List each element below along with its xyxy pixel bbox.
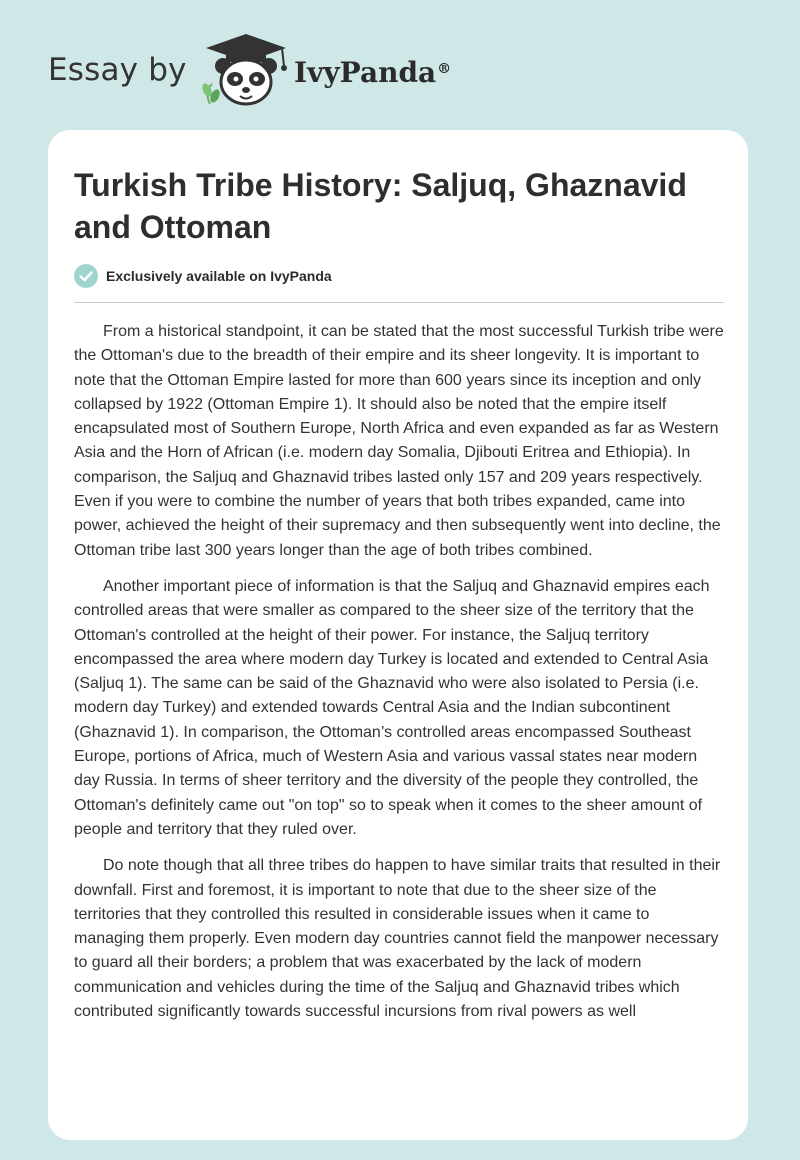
title-divider — [74, 302, 724, 303]
check-circle-icon — [74, 264, 98, 288]
brand-name[interactable] — [294, 53, 451, 93]
essay-body — [74, 320, 724, 1036]
essay-paragraph: Another important piece of information is that the Saljuq and Ghaznavid empires each controlled areas that were smaller as compared to the sheer size of the territory that the Ottoman's controlled at the height of their power. For instance, the Saljuq territory encompassed the area where modern day Turkey is located and extended to Central Asia (Saljuq 1). The same can be said of the Ghaznavid who were also isolated to Persia (i.e. modern day Turkey) and extended towards Central Asia and the Indian subcontinent (Ghaznavid 1). In comparison, the Ottoman’s controlled areas encompassed Southeast Europe, portions of Africa, much of Western Asia and various vassal states near modern day Russia. In terms of sheer territory and the diversity of the people they controlled, the Ottoman's definitely came out "on top" so to speak when it comes to the sheer amount of people and territory that they ruled over. — [74, 577, 710, 838]
brand-prefix: Essay by — [48, 52, 187, 88]
site-header — [0, 0, 800, 130]
brand-name-text: IvyPanda — [294, 56, 437, 89]
panda-graduate-logo-icon[interactable] — [200, 32, 292, 110]
essay-card — [48, 130, 748, 1140]
essay-title: Turkish Tribe History: Saljuq, Ghaznavid and Ottoman — [74, 167, 687, 245]
essay-paragraph: Do note though that all three tribes do happen to have similar traits that resulted in their downfall. First and foremost, it is important to note that due to the sheer size of the territories that they controlled this resulted in considerable issues when it came to managing them properly. Even modern day countries cannot field the manpower necessary to guard all their borders; a problem that was exacerbated by the lack of modern communication and vehicles during the time of the Saljuq and Ghaznavid tribes which contributed significantly towards successful incursions from rival powers as well — [74, 857, 721, 1021]
exclusive-badge — [74, 263, 332, 289]
trademark-symbol: ® — [437, 61, 452, 77]
essay-paragraph: From a historical standpoint, it can be stated that the most successful Turkish tribe were the Ottoman's due to the breadth of their empire and its sheer longevity. It is important to note that the Ottoman Empire lasted for more than 600 years since its inception and only collapsed by 1922 (Ottoman Empire 1). It should also be noted that the empire itself encapsulated most of Southern Europe, North Africa and even expanded as far as Western Asia and the Horn of African (i.e. modern day Somalia, Djibouti Eritrea and Ethiopia). In comparison, the Saljuq and Ghaznavid tribes lasted only 157 and 209 years respectively. Even if you were to combine the number of years that both tribes expanded, came into power, achieved the height of their supremacy and then subsequently went into decline, the Ottoman tribe last 300 years longer than the age of both tribes combined. — [74, 323, 724, 559]
exclusive-badge-label: Exclusively available on IvyPanda — [106, 268, 332, 284]
